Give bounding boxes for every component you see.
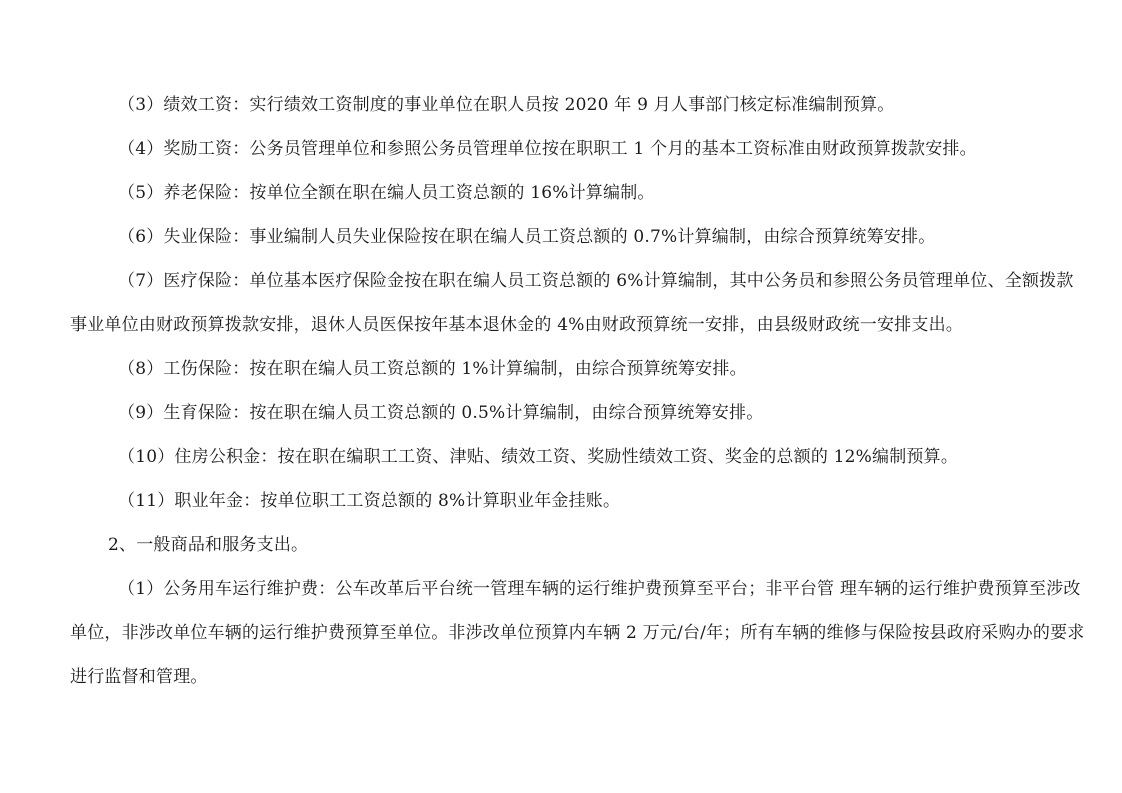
paragraph-bonus-pay: （4）奖励工资：公务员管理单位和参照公务员管理单位按在职职工 1 个月的基本工资标准由财政预算拨款安排。 <box>118 139 977 159</box>
paragraph-housing-fund: （10）住房公积金：按在职在编职工工资、津贴、绩效工资、奖励性绩效工资、奖金的总额的 12%编制预算。 <box>118 447 959 467</box>
document-body <box>70 83 1090 699</box>
paragraph-official-vehicle-maintenance: （1）公务用车运行维护费：公车改革后平台统一管理车辆的运行维护费预算至平台；非平台管 理车辆的运行维护费预算至涉改单位，非涉改单位车辆的运行维护费预算至单位。非涉改单位预算内车辆 2 万元/台/年；所有车辆的维修与保险按县政府采购办的要求进行监督和管理。 <box>70 579 1085 687</box>
paragraph-maternity-insurance: （9）生育保险：按在职在编人员工资总额的 0.5%计算编制，由综合预算统筹安排。 <box>118 403 764 423</box>
paragraph-unemployment-insurance: （6）失业保险：事业编制人员失业保险按在职在编人员工资总额的 0.7%计算编制，由综合预算统筹安排。 <box>118 227 936 247</box>
paragraph-work-injury-insurance: （8）工伤保险：按在职在编人员工资总额的 1%计算编制，由综合预算统筹安排。 <box>118 359 747 379</box>
paragraph-performance-pay: （3）绩效工资：实行绩效工资制度的事业单位在职人员按 2020 年 9 月人事部门核定标准编制预算。 <box>118 95 895 115</box>
paragraph-medical-insurance: （7）医疗保险：单位基本医疗保险金按在职在编人员工资总额的 6%计算编制，其中公务员和参照公务员管理单位、全额拨款事业单位由财政预算拨款安排，退休人员医保按年基本退休金的 4%由财政预算统一安排，由县级财政统一安排支出。 <box>70 271 1074 335</box>
section-heading-general-goods-services: 2、一般商品和服务支出。 <box>108 535 309 555</box>
paragraph-pension-insurance: （5）养老保险：按单位全额在职在编人员工资总额的 16%计算编制。 <box>118 183 655 203</box>
paragraph-occupational-annuity: （11）职业年金：按单位职工工资总额的 8%计算职业年金挂账。 <box>118 491 621 511</box>
